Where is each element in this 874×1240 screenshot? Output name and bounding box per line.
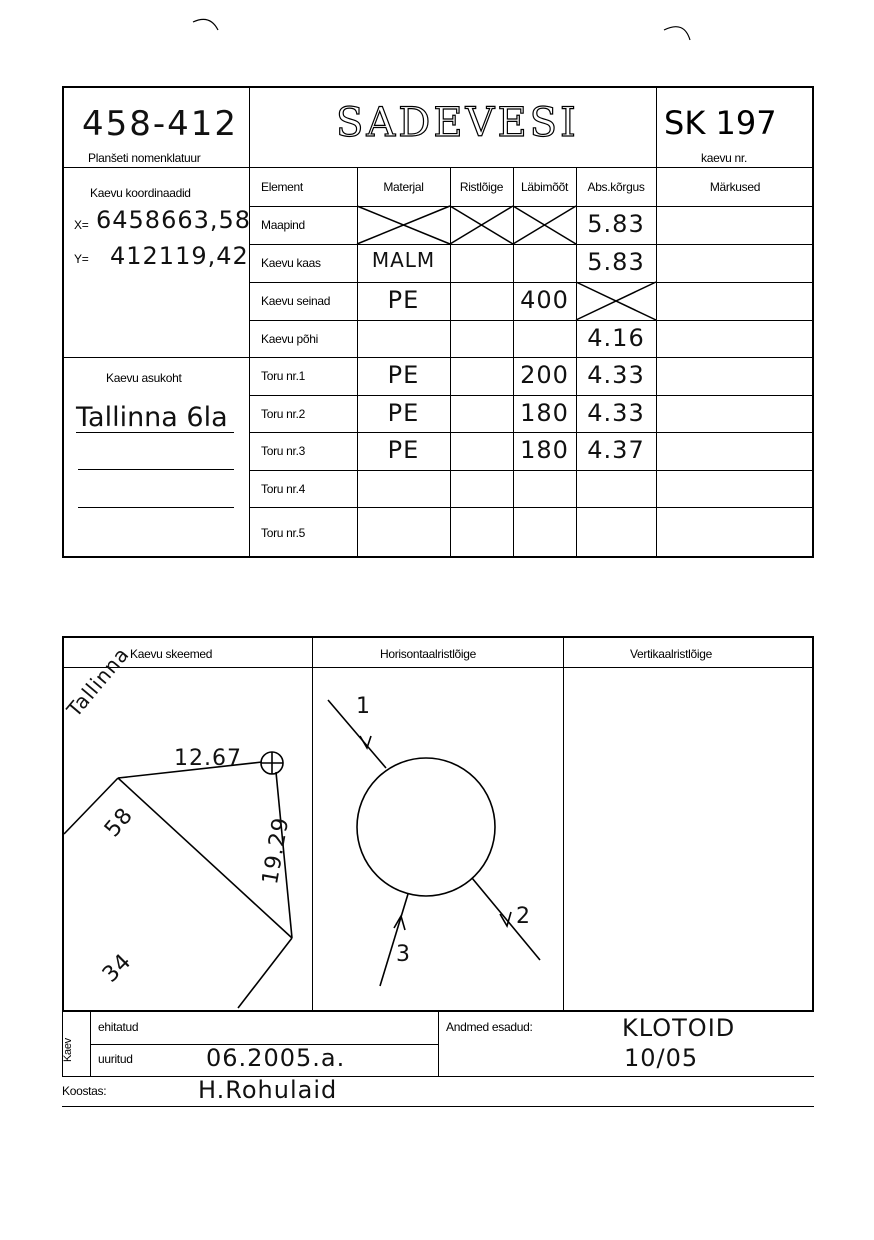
table-column-header: Märkused [709,180,761,194]
author-label: Koostas: [62,1084,107,1098]
street-label: Tallinna [62,642,135,722]
vertical-section-label: Vertikaalristlõige [630,647,712,661]
pipe-3-label: 3 [396,942,411,967]
nomenclature-label: Planšeti nomenklatuur [88,151,201,165]
table-cell-material: PE [387,286,420,314]
x-coordinate-value: 6458663,58 [96,206,252,234]
horizontal-section-label: Horisontaalristlõige [380,647,477,661]
table-cell-abs: 5.83 [587,248,645,276]
table-cell-material: PE [387,436,420,464]
table-row-element: Toru nr.5 [261,525,305,540]
data-date-value: 10/05 [624,1044,699,1072]
table-cell-material: PE [387,398,420,427]
table-cell-abs: 4.33 [587,361,645,389]
sketches-label: Kaevu skeemed [130,647,213,661]
location-label: Kaevu asukoht [106,371,182,385]
table-row-element: Toru nr.3 [261,444,305,458]
table-column-header: Ristlõige [459,180,504,194]
page-title: SADEVESI [336,100,579,146]
well-number-value: SK 197 [664,104,777,142]
updated-value: 06.2005.a. [206,1044,346,1072]
well-side-label: Kaev [62,1038,74,1062]
table-row-element: Maapind [261,218,305,232]
data-source-label: Andmed esadud: [446,1020,533,1034]
table-column-header: Materjal [383,180,424,194]
dimension-label: 58 [100,803,139,843]
dimension-label: 34 [98,948,137,988]
coordinates-label: Kaevu koordinaadid [90,186,191,200]
table-cell-abs: 4.33 [587,398,645,427]
table-cell-abs: 5.83 [587,210,645,238]
pipe-2-label: 2 [516,904,531,929]
location-value: Tallinna 6la [76,402,228,433]
table-row-element: Toru nr.2 [261,406,305,421]
table-row-element: Toru nr.1 [261,369,305,383]
table-column-header: Läbimõõt [521,180,568,194]
table-cell-diameter: 180 [520,436,569,464]
dimension-label: 19.29 [258,815,295,887]
table-column-header: Element [261,180,303,194]
table-cell-abs: 4.37 [587,436,645,464]
table-cell-abs: 4.16 [587,323,645,352]
nomenclature-value: 458-412 [82,104,239,144]
table-row-element: Kaevu põhi [261,331,319,346]
table-row-element: Toru nr.4 [261,481,305,496]
dimension-label: 12.67 [174,746,242,771]
data-source-value: KLOTOID [622,1014,736,1042]
table-cell-diameter: 400 [520,286,569,314]
built-label: ehitatud [98,1020,139,1034]
author-value: H.Rohulaid [198,1076,338,1104]
updated-label: uuritud [98,1052,133,1066]
table-column-header: Abs.kõrgus [587,180,645,194]
table-row-element: Kaevu seinad [261,294,331,308]
y-prefix: Y= [74,252,89,266]
y-coordinate-value: 412119,42 [110,242,249,270]
well-number-label: kaevu nr. [701,151,747,165]
table-row-element: Kaevu kaas [261,256,321,270]
table-cell-material: PE [387,361,420,389]
pipe-1-label: 1 [356,694,371,719]
table-cell-diameter: 180 [520,398,569,427]
table-cell-diameter: 200 [520,361,569,389]
x-prefix: X= [74,218,89,232]
table-cell-material: MALM [371,248,436,272]
